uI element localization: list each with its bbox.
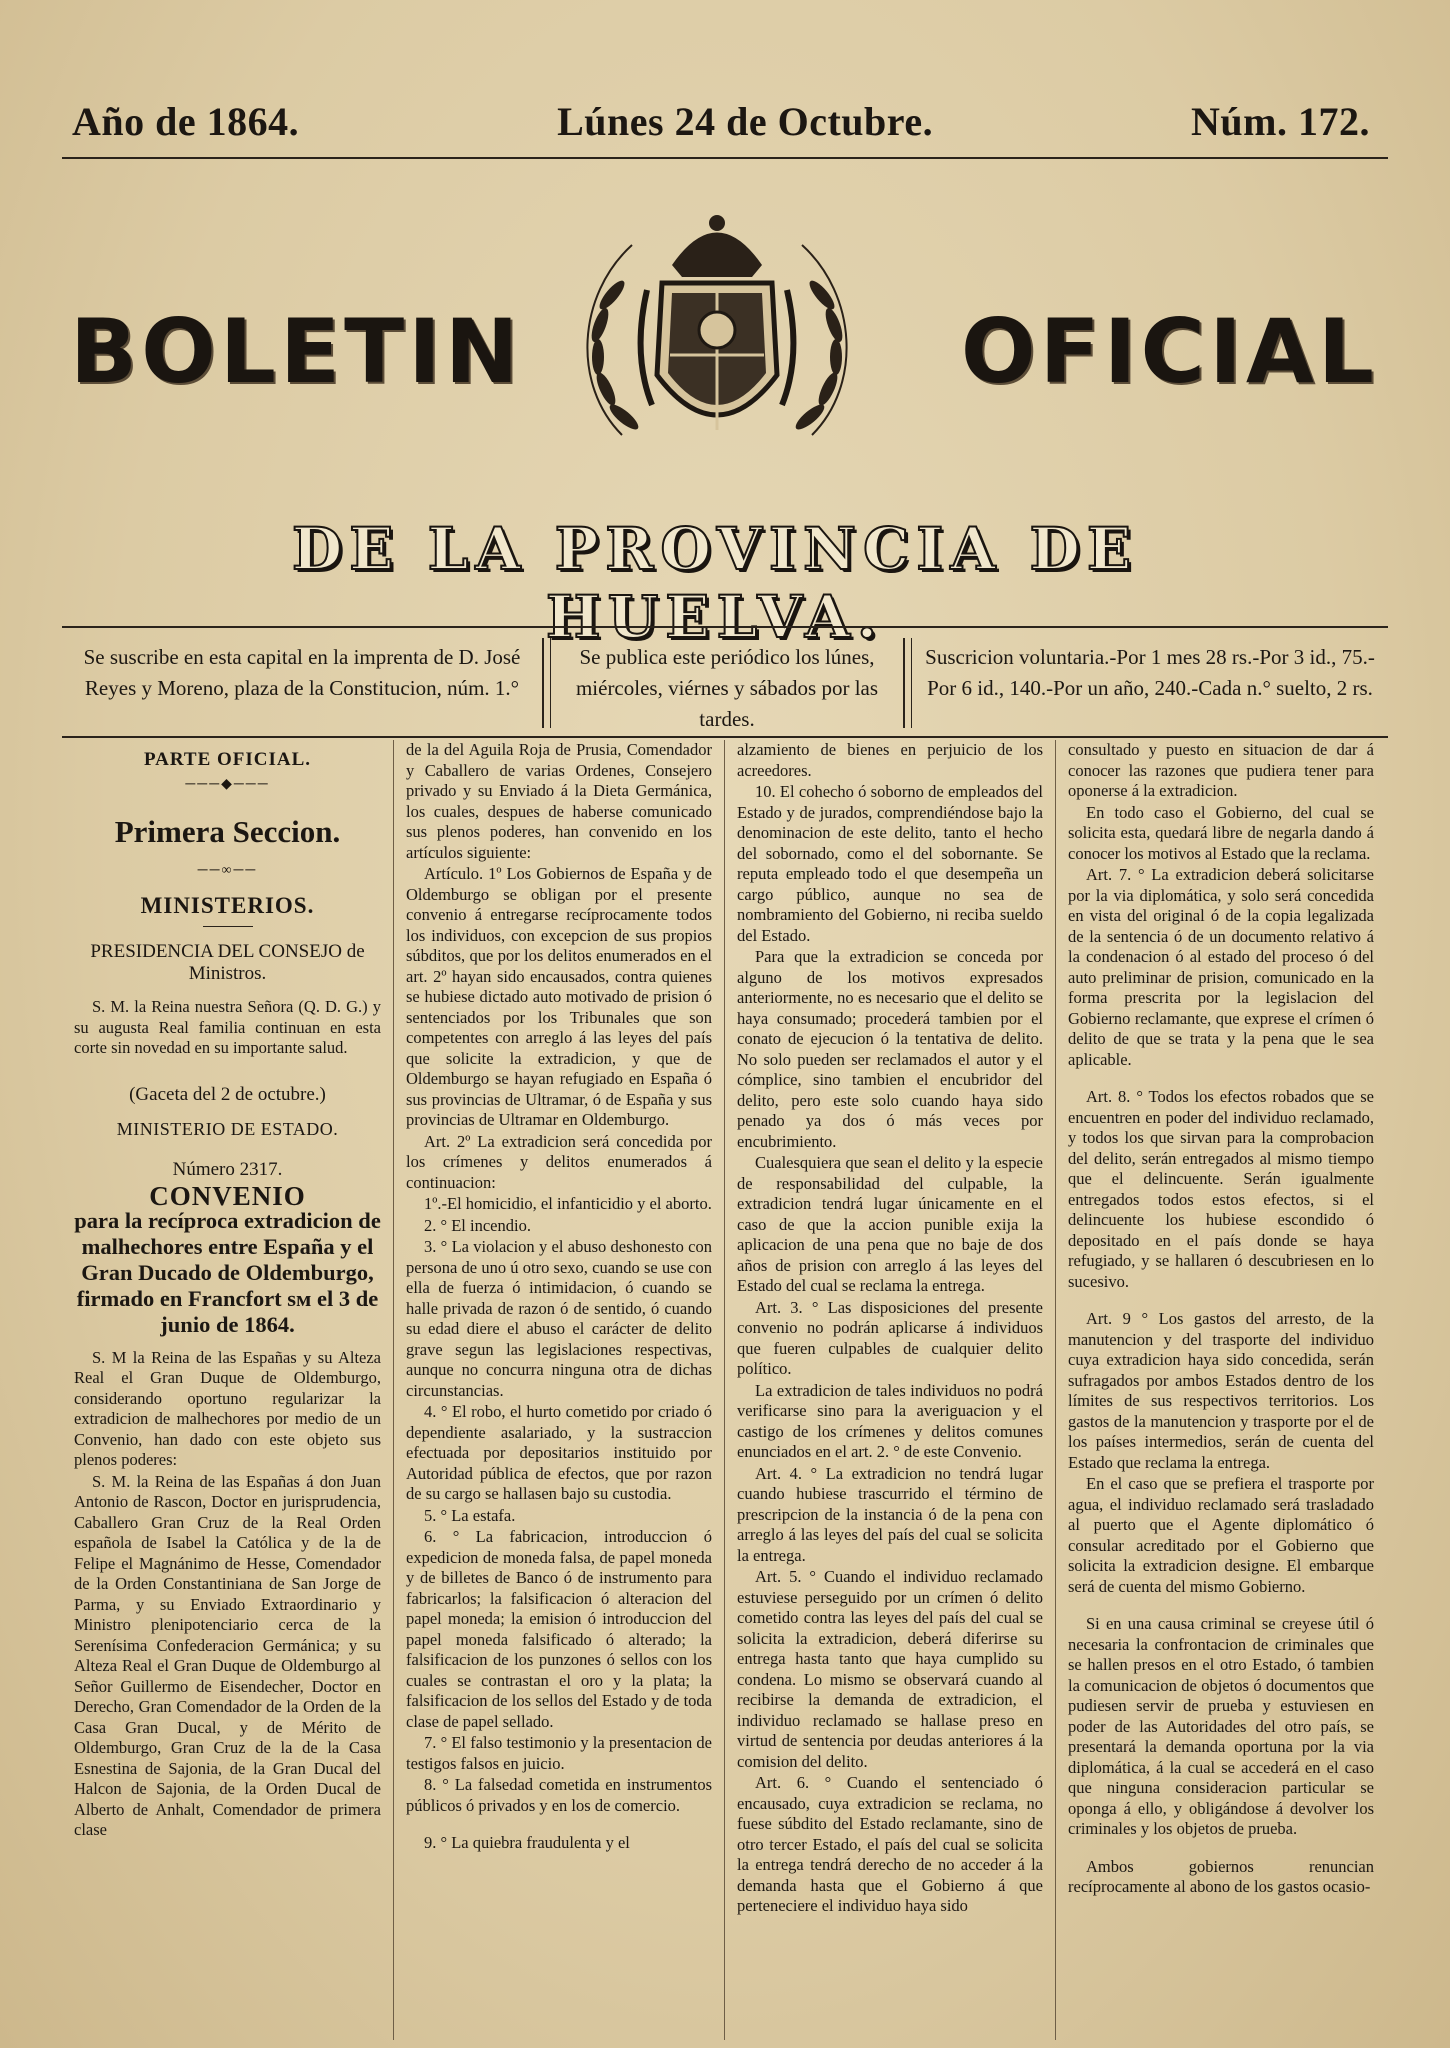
subscription-prices: Suscricion voluntaria.-Por 1 mes 28 rs.-Por 3 id., 75.-Por 6 id., 140.-Por un año, 240.-Cada n.° suelto, 2 rs.	[925, 645, 1375, 700]
list-item: 3. ° La violacion y el abuso deshonesto con persona de uno ú otro sexo, cuando se use con ella de fuerza ó intimidacion, ó cuando se halle privada de razon ó de sentido, ó cuando su edad diere el abuso el carácter de delito grave segun las legislaciones respectivas, aunque no concurra ninguna otra de dichas circunstancias.	[406, 1237, 712, 1400]
spacer	[1068, 1841, 1374, 1857]
list-item: 5. ° La estafa.	[424, 1505, 516, 1525]
list-item: 4. ° El robo, el hurto cometido por criado ó dependiente asalariado, y la sustraccion efectuada por depositarios instituido por Autoridad pública de efectos, que por razon de su cargo se hallasen bajo su custodia.	[406, 1402, 712, 1503]
short-rule	[203, 926, 253, 927]
list-item: 6. ° La fabricacion, introduccion ó expedicion de moneda falsa, de papel moneda y de billetes de Banco ó de instrumento para fabricarlos; la falsificacion ó alteracion del papel moneda; la emision ó introduccion del papel moneda falsificado ó alterado; la falsificacion de los punzones ó sellos con los cuales se contrastan el oro y la plata; la falsificacion de los sellos del Estado y de toda clase de papel sellado.	[406, 1527, 712, 1731]
convenio-subtitle: para la recíproca extradicion de malhechores entre España y el Gran Ducado de Oldemburgo, firmado en Francfort sм el 3 de junio de 1864.	[74, 1207, 381, 1337]
paragraph: Para que la extradicion se conceda por alguno de los motivos expresados anteriormente, no es necesario que el delito se haya consumado; procederá tambien por el conato de ejecucion ó la tentativa de delito. No solo pueden ser reclamados el autor y el cómplice, sino tambien el encubridor del delito, pero este solo cuando haya sido penado ya dos ó más veces por encubrimiento.	[737, 947, 1043, 1151]
article-paragraph: Art. 7. ° La extradicion deberá solicitarse por la via diplomática, y solo será concedida en vista del original ó de la copia legalizada de la sentencia ó de un documento relativo á la condenacion ó al estado del proceso ó del auto preliminar de prision, comunicado en la forma prescrita por la legislacion del Gobierno reclamante, que exprese el crímen ó delito de que se trata y la pena que le sea aplicable.	[1068, 865, 1374, 1069]
article-paragraph: Art. 2º La extradicion será concedida por los crímenes y delitos enumerados á continuacion:	[406, 1131, 712, 1192]
paragraph: S. M. la Reina nuestra Señora (Q. D. G.) y su augusta Real familia continuan en esta corte sin novedad en su importante salud.	[74, 997, 381, 1057]
paragraph: de la del Aguila Roja de Prusia, Comendador y Caballero de varias Ordenes, Consejero privado y su Enviado á la Dieta Germánica, los cuales, despues de haberse comunicado sus plenos poderes, han convenido en los artículos siguiente:	[406, 740, 712, 862]
subscription-top-rule	[62, 626, 1388, 628]
column-divider	[542, 638, 551, 728]
section-heading: Primera Seccion.	[114, 814, 341, 849]
column-4	[1055, 740, 1386, 2040]
subscription-where: Se suscribe en esta capital en la imprenta de D. José Reyes y Moreno, plaza de la Constitucion, núm. 1.°	[83, 645, 521, 700]
list-item: 7. ° El falso testimonio y la presentacion de testigos falsos en juicio.	[406, 1733, 712, 1773]
spacer	[406, 1817, 712, 1833]
column-3	[724, 740, 1055, 2040]
ministerio-estado-heading: MINISTERIO DE ESTADO.	[116, 1119, 339, 1139]
paragraph: S. M la Reina de las Españas y su Alteza Real el Gran Duque de Oldemburgo, considerando oportuno regularizar la extradicion de malhechores por medio de un Convenio, han dado con este objeto sus plenos poderes:	[74, 1347, 381, 1469]
spacer	[1068, 1071, 1374, 1087]
coat-of-arms-icon	[552, 205, 882, 460]
list-item: 2. ° El incendio.	[424, 1215, 531, 1235]
issue-date: Lúnes 24 de Octubre.	[557, 99, 934, 144]
column-divider	[903, 638, 912, 728]
spacer	[1068, 1598, 1374, 1614]
column-2	[393, 740, 724, 2040]
paragraph: S. M. la Reina de las Españas á don Juan Antonio de Rascon, Doctor en jurisprudencia, Caballero Gran Cruz de la Real Orden española de Isabel la Católica y de la de Felipe el Magnánimo de Hesse, Comendador de la Orden Constantiniana de San Jorge de Parma, y su Enviado Extraordinario y Ministro plenipotenciario cerca de la Serenísima Confederacion Germánica; y su Alteza Real el Gran Duque de Oldemburgo al Señor Guillermo de Eisendecher, Doctor en Derecho, Gran Comendador de la Orden de la Casa Gran Ducal, y de Mérito de Oldemburgo, Gran Cruz de la de la Casa Esnestina de Sajonia, de la Gran Ducal del Halcon de Sajonia, de la Orden Ducal de Alberto de Anhalt, Comendador de primera clase	[74, 1471, 381, 1839]
article-paragraph: Artículo. 1º Los Gobiernos de España y de Oldemburgo se obligan por el presente convenio á entregarse recíprocamente todos los individuos, con excepcion de sus propios súbditos, que por los delitos enumerados en el art. 2º hayan sido encausados, contra quienes se hubiese dictado auto motivado de prision ó sentenciados por los Tribunales que son competentes con arreglo á las leyes del país que solicite la extradicion, y que de Oldemburgo se hayan refugiado en España ó sus provincias de Ultramar, ó de España y sus provincias de Ultramar en Oldemburgo.	[406, 864, 712, 1129]
ornament-divider: ───◆───	[185, 776, 270, 792]
article-paragraph: Art. 8. ° Todos los efectos robados que se encuentren en poder del individuo reclamado, y todos los que sirvan para la comprobacion del delito, serán entregados al mismo tiempo que el delincuente. Serán igualmente entregados todos estos efectos, si el delincuente los hubiese escondido ó depositado en el país donde se haya refugiado, y se hallaren ó descubriesen en lo sucesivo.	[1068, 1087, 1374, 1291]
article-paragraph: Art. 6. ° Cuando el sentenciado ó encausado, cuya extradicion se reclama, no fuese súbdito del Estado reclamante, sino de otro tercer Estado, el país del cual se solicita la entrega tendrá derecho de no acceder á la demanda hasta que el Gobierno á que perteneciere el individuo haya sido	[737, 1773, 1043, 1915]
subscription-bottom-rule	[62, 736, 1388, 738]
masthead-right-word: OFICIAL	[960, 300, 1378, 403]
masthead-subtitle: DE LA PROVINCIA DE HUELVA.	[291, 515, 1139, 651]
paragraph: alzamiento de bienes en perjuicio de los acreedores.	[737, 740, 1043, 780]
parte-oficial-heading: PARTE OFICIAL.	[143, 749, 312, 770]
article-paragraph: Art. 3. ° Las disposiciones del presente convenio no podrán aplicarse á individuos que fueren culpables de cualquier delito político.	[737, 1297, 1043, 1378]
convenio-title: CONVENIO	[149, 1181, 306, 1211]
article-paragraph: Art. 4. ° La extradicion no tendrá lugar cuando hubiese trascurrido el término de prescripcion de la instancia ó de la pena con arreglo á las leyes del país del cual se solicita la entrega.	[737, 1463, 1043, 1565]
issue-year: Año de 1864.	[72, 99, 300, 144]
column-1	[62, 740, 393, 2040]
subscription-schedule: Se publica este periódico los lúnes, miércoles, viérnes y sábados por las tardes.	[575, 645, 879, 731]
presidencia-heading: PRESIDENCIA DEL CONSEJO de Ministros.	[90, 941, 365, 984]
paragraph: En todo caso el Gobierno, del cual se solicita esta, quedará libre de negarla dando á conocer los motivos al Estado que la reclama.	[1068, 802, 1374, 863]
subscription-bar	[62, 632, 1388, 734]
paragraph: 10. El cohecho ó soborno de empleados del Estado y de jurados, comprendiéndose bajo la denominacion de este delito, tanto el hecho del sobornado, como el del sobornante. Se reputa empleado todo el que desempeña un cargo público, aunque no sea de nombramiento del Gobierno, ni reciba sueldo del Estado.	[737, 782, 1043, 945]
list-item: 1º.-El homicidio, el infanticidio y el aborto.	[424, 1194, 712, 1213]
list-item: 8. ° La falsedad cometida en instrumentos públicos ó privados y en los de comercio.	[406, 1775, 712, 1815]
paragraph: En el caso que se prefiera el trasporte por agua, el individuo reclamado será trasladado al puerto que el Agente diplomático ó consular acreditado por el Gobierno que solicita la extradicion designe. El embarque será de cuenta del mismo Gobierno.	[1068, 1474, 1374, 1596]
paragraph: consultado y puesto en situacion de dar á conocer las razones que pudiera tener para oponerse á la extradicion.	[1068, 740, 1374, 800]
article-paragraph: Art. 9 ° Los gastos del arresto, de la manutencion y del trasporte del individuo cuya extradicion haya sido concedida, serán sufragados por ambos Estados dentro de los límites de sus respectivos territorios. Los gastos de la manutencion y trasporte por el de los países intermedios, serán de cuenta del Estado que reclama la entrega.	[1068, 1309, 1374, 1472]
issue-number: Núm. 172.	[1191, 99, 1370, 144]
header-rule	[62, 157, 1388, 159]
issue-header	[72, 98, 1370, 145]
spacer	[1068, 1293, 1374, 1309]
list-item: 9. ° La quiebra fraudulenta y el	[424, 1833, 630, 1852]
article-paragraph: Art. 5. ° Cuando el individuo reclamado estuviese perseguido por un crímen ó delito cometido contra las leyes del país del cual se solicita la extradicion, deberá diferirse su entrega hasta tanto que haya cumplido su condena. Lo mismo se observará cuando al recibirse la demanda de extradicion, el individuo reclamado se hallase preso en virtud de sentencia por deudas anteriores á la comision del delito.	[737, 1567, 1043, 1771]
document-number: Número 2317.	[172, 1158, 283, 1180]
masthead	[62, 205, 1388, 465]
source-note: (Gaceta del 2 de octubre.)	[129, 1083, 326, 1105]
masthead-left-word: BOLETIN	[70, 300, 523, 403]
paragraph: Si en una causa criminal se creyese útil ó necesaria la confrontacion de criminales que se hallen presos en el otro Estado, ó tambien la comunicacion de objetos ó documentos que pudiesen servir de prueba y estuviesen en poder de las Autoridades del otro país, se presentará la demanda oportuna por la via diplomática, á la cual se accederá en el caso que ninguna consideracion particular se oponga á ello, y obligándose á devolver los criminales y los objetos de prueba.	[1068, 1614, 1374, 1838]
paragraph: Cualesquiera que sean el delito y la especie de responsabilidad del culpable, la extradicion tendrá lugar únicamente en el caso de que la accion punible exija la aplicacion de una pena que no baje de dos años de prision con arreglo á las leyes del Estado del cual se reclama la entrega.	[737, 1153, 1043, 1295]
paragraph: Ambos gobiernos renuncian recíprocamente al abono de los gastos ocasio-	[1068, 1856, 1374, 1896]
paragraph: La extradicion de tales individuos no podrá verificarse sino para la averiguacion y el castigo de los crímenes y delitos comunes enunciados en el art. 2. ° de este Convenio.	[737, 1380, 1043, 1461]
article-columns	[62, 740, 1400, 2040]
ministerios-heading: MINISTERIOS.	[140, 892, 315, 918]
ornament-divider: ──∞──	[197, 863, 258, 878]
